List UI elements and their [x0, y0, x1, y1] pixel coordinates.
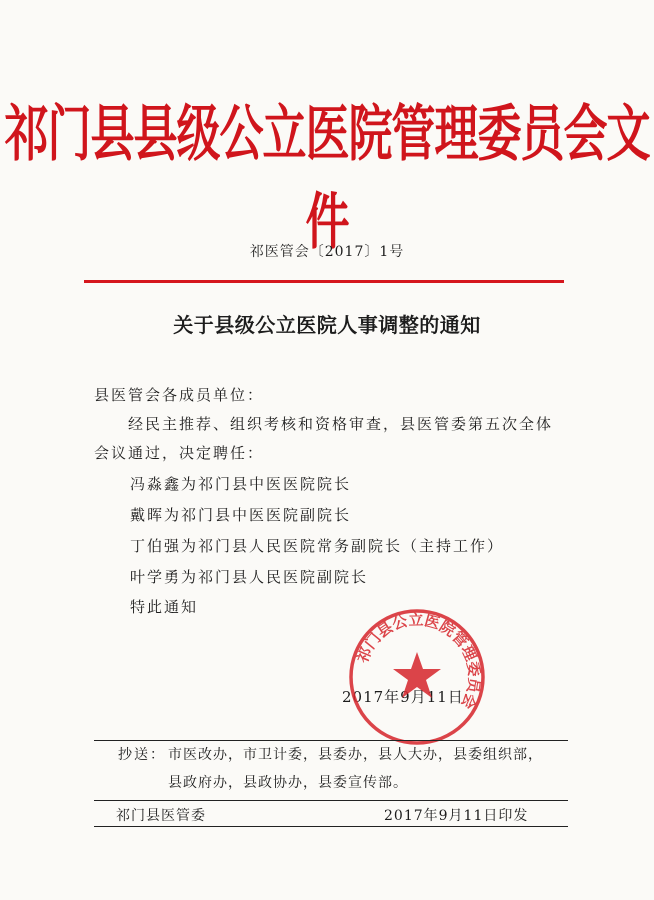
- red-divider: [84, 280, 564, 283]
- seal-text: 祁门县公立医院管理委员会: [353, 610, 484, 712]
- addressee: 县医管会各成员单位：: [94, 386, 265, 404]
- appointment-item: 冯淼鑫为祁门县中医医院院长: [130, 475, 352, 493]
- signature-date: 2017年9月11日: [342, 688, 464, 706]
- body-paragraph-line-1: 经民主推荐、组织考核和资格审查，县医管委第五次全体: [128, 415, 554, 433]
- appointment-item: 叶学勇为祁门县人民医院副院长: [130, 568, 369, 586]
- notice-title: 关于县级公立医院人事调整的通知: [173, 313, 481, 337]
- official-seal: [346, 606, 488, 748]
- footer-rule-top: [94, 740, 568, 741]
- body-paragraph-line-2: 会议通过，决定聘任：: [94, 444, 265, 462]
- cc-recipients-line-1: 市医改办，市卫计委，县委办，县人大办，县委组织部，: [168, 747, 543, 763]
- cc-label: 抄送：: [118, 747, 166, 763]
- appointment-item: 丁伯强为祁门县人民医院常务副院长（主持工作）: [130, 537, 505, 555]
- seal-star-icon: [393, 652, 441, 698]
- issuing-office: 祁门县医管委: [116, 808, 206, 824]
- closing-text: 特此通知: [130, 598, 199, 616]
- print-date: 2017年9月11日印发: [384, 808, 529, 824]
- issuer-header-title: 祁门县县级公立医院管理委员会文件: [4, 99, 650, 258]
- document-number: 祁医管会〔2017〕1号: [249, 244, 405, 260]
- appointment-item: 戴晖为祁门县中医医院副院长: [130, 506, 352, 524]
- footer-rule-bottom: [94, 826, 568, 827]
- cc-recipients-line-2: 县政府办，县政协办，县委宣传部。: [168, 775, 408, 791]
- footer-rule-middle: [94, 800, 568, 801]
